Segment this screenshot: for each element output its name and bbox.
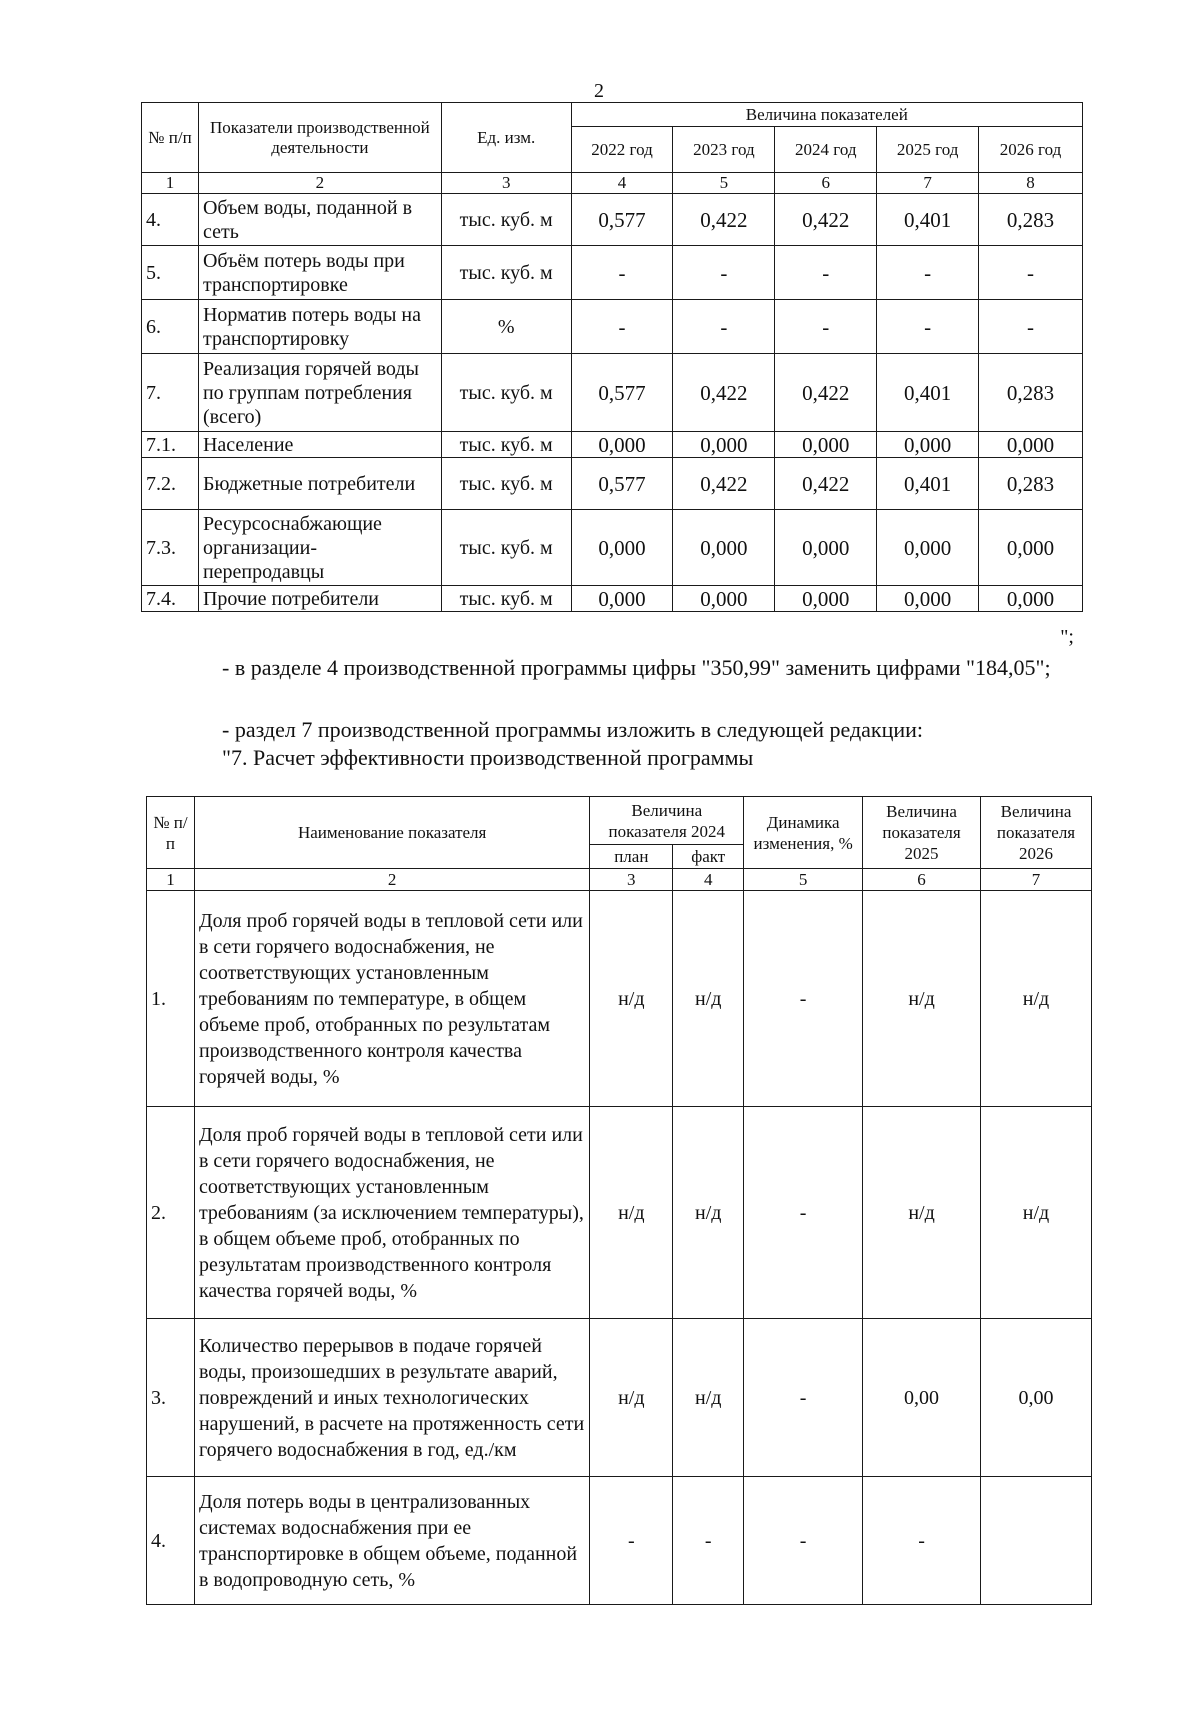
value-cell: 0,422: [775, 458, 877, 510]
header-indicator: Показатели производственной деятельности: [198, 103, 441, 173]
value-cell: -: [877, 300, 979, 354]
row-num: 5.: [142, 246, 199, 300]
header-values-group: Величина показателей: [571, 103, 1082, 127]
header-year: 2025 год: [877, 127, 979, 173]
row-unit: тыс. куб. м: [441, 458, 571, 510]
table-row: [142, 432, 1083, 458]
row-unit: тыс. куб. м: [441, 586, 571, 612]
value-2026-cell: 0,00: [981, 1319, 1092, 1477]
row-num: 7.1.: [142, 432, 199, 458]
table-row: [147, 891, 1092, 1107]
value-cell: 0,422: [775, 194, 877, 246]
efficiency-calculation-table: [146, 796, 1092, 1605]
table-row: [147, 1319, 1092, 1477]
header-unit: Ед. изм.: [441, 103, 571, 173]
value-cell: 0,401: [877, 354, 979, 432]
amendment-paragraph-section7: - раздел 7 производственной программы изложить в следующей редакции:: [222, 717, 924, 742]
value-cell: 0,283: [979, 354, 1083, 432]
header-value-2024: Величина показателя 2024: [590, 797, 744, 845]
row-name: Доля проб горячей воды в тепловой сети или в сети горячего водоснабжения, не соответствующих установленным требованиям по температуре, в общем объеме проб, отобранных по результатам производственного контроля качества горячей воды, %: [194, 891, 589, 1107]
row-name: Ресурсоснабжающие организации-перепродавцы: [198, 510, 441, 586]
value-cell: 0,422: [775, 354, 877, 432]
value-cell: 0,000: [877, 510, 979, 586]
row-num: 4.: [142, 194, 199, 246]
row-num: 7.: [142, 354, 199, 432]
value-cell: 0,000: [775, 510, 877, 586]
row-num: 6.: [142, 300, 199, 354]
row-num: 7.4.: [142, 586, 199, 612]
row-name: Прочие потребители: [198, 586, 441, 612]
table-row: [142, 586, 1083, 612]
column-number: 3: [590, 869, 673, 891]
value-2026-cell: [981, 1477, 1092, 1605]
value-2026-cell: н/д: [981, 1107, 1092, 1319]
plan-cell: н/д: [590, 1107, 673, 1319]
plan-cell: н/д: [590, 891, 673, 1107]
table-closing-quote: ";: [1060, 626, 1074, 648]
column-number: 7: [877, 173, 979, 194]
amendment-paragraph-section4: - в разделе 4 производственной программы цифры "350,99" заменить цифрами "184,05";: [222, 655, 1051, 680]
header-year: 2022 год: [571, 127, 673, 173]
dynamics-cell: -: [744, 1477, 863, 1605]
header-plan: план: [590, 845, 673, 869]
column-number: 2: [194, 869, 589, 891]
value-cell: 0,000: [775, 432, 877, 458]
value-cell: -: [979, 300, 1083, 354]
section-7-title: "7. Расчет эффективности производственной программы: [222, 745, 754, 770]
row-unit: %: [441, 300, 571, 354]
row-num: 1.: [147, 891, 195, 1107]
row-num: 7.3.: [142, 510, 199, 586]
row-name: Доля проб горячей воды в тепловой сети или в сети горячего водоснабжения, не соответствующих установленным требованиям (за исключением температуры), в общем объеме проб, отобранных по результатам производственного контроля качества горячей воды, %: [194, 1107, 589, 1319]
column-number: 3: [441, 173, 571, 194]
row-name: Количество перерывов в подаче горячей воды, произошедших в результате аварий, повреждений и иных технологических нарушений, в расчете на протяженность сети горячего водоснабжения в год, ед./км: [194, 1319, 589, 1477]
value-2025-cell: н/д: [863, 891, 981, 1107]
value-cell: 0,000: [979, 586, 1083, 612]
dynamics-cell: -: [744, 1107, 863, 1319]
value-cell: -: [571, 246, 673, 300]
table-row: [142, 194, 1083, 246]
page-number: 2: [594, 80, 604, 102]
value-2026-cell: н/д: [981, 891, 1092, 1107]
header-name: Наименование показателя: [194, 797, 589, 869]
column-number: 1: [142, 173, 199, 194]
value-cell: 0,000: [571, 586, 673, 612]
row-name: Доля потерь воды в централизованных системах водоснабжения при ее транспортировке в общем объеме, поданной в водопроводную сеть, %: [194, 1477, 589, 1605]
value-cell: 0,401: [877, 458, 979, 510]
table-row: [142, 246, 1083, 300]
column-number: 1: [147, 869, 195, 891]
fact-cell: н/д: [673, 1107, 744, 1319]
fact-cell: н/д: [673, 891, 744, 1107]
value-cell: -: [775, 246, 877, 300]
value-cell: -: [775, 300, 877, 354]
column-number: 5: [744, 869, 863, 891]
table-row: [142, 510, 1083, 586]
column-number: 2: [198, 173, 441, 194]
row-name: Объём потерь воды при транспортировке: [198, 246, 441, 300]
header-num: № п/п: [142, 103, 199, 173]
value-cell: 0,000: [979, 432, 1083, 458]
column-number: 6: [775, 173, 877, 194]
table-row: [142, 458, 1083, 510]
row-unit: тыс. куб. м: [441, 510, 571, 586]
value-cell: 0,000: [979, 510, 1083, 586]
value-cell: 0,000: [877, 432, 979, 458]
dynamics-cell: -: [744, 1319, 863, 1477]
value-cell: -: [877, 246, 979, 300]
header-value-2025: Величина показателя 2025: [863, 797, 981, 869]
plan-cell: -: [590, 1477, 673, 1605]
value-cell: 0,000: [673, 432, 775, 458]
row-num: 7.2.: [142, 458, 199, 510]
table-row: [147, 1477, 1092, 1605]
fact-cell: н/д: [673, 1319, 744, 1477]
column-number: 8: [979, 173, 1083, 194]
row-unit: тыс. куб. м: [441, 194, 571, 246]
value-cell: 0,283: [979, 458, 1083, 510]
header-dynamics: Динамика изменения, %: [744, 797, 863, 869]
value-cell: 0,401: [877, 194, 979, 246]
row-name: Бюджетные потребители: [198, 458, 441, 510]
value-cell: -: [673, 300, 775, 354]
value-cell: -: [979, 246, 1083, 300]
row-unit: тыс. куб. м: [441, 354, 571, 432]
value-2025-cell: 0,00: [863, 1319, 981, 1477]
column-number: 4: [673, 869, 744, 891]
dynamics-cell: -: [744, 891, 863, 1107]
column-number: 5: [673, 173, 775, 194]
value-cell: 0,422: [673, 354, 775, 432]
column-number: 7: [981, 869, 1092, 891]
value-cell: -: [673, 246, 775, 300]
value-cell: 0,000: [775, 586, 877, 612]
value-cell: 0,577: [571, 458, 673, 510]
header-fact: факт: [673, 845, 744, 869]
header-year: 2026 год: [979, 127, 1083, 173]
value-cell: 0,577: [571, 194, 673, 246]
value-cell: 0,422: [673, 194, 775, 246]
value-2025-cell: н/д: [863, 1107, 981, 1319]
value-cell: 0,577: [571, 354, 673, 432]
table-row: [147, 1107, 1092, 1319]
production-indicators-table: [141, 102, 1083, 612]
row-unit: тыс. куб. м: [441, 432, 571, 458]
row-unit: тыс. куб. м: [441, 246, 571, 300]
value-cell: 0,283: [979, 194, 1083, 246]
value-cell: 0,000: [673, 586, 775, 612]
value-cell: 0,000: [877, 586, 979, 612]
value-cell: -: [571, 300, 673, 354]
table-row: [142, 300, 1083, 354]
header-value-2026: Величина показателя 2026: [981, 797, 1092, 869]
value-cell: 0,000: [673, 510, 775, 586]
row-name: Объем воды, поданной в сеть: [198, 194, 441, 246]
plan-cell: н/д: [590, 1319, 673, 1477]
header-year: 2024 год: [775, 127, 877, 173]
row-name: Население: [198, 432, 441, 458]
row-name: Реализация горячей воды по группам потребления (всего): [198, 354, 441, 432]
row-name: Норматив потерь воды на транспортировку: [198, 300, 441, 354]
row-num: 4.: [147, 1477, 195, 1605]
value-cell: 0,000: [571, 510, 673, 586]
column-number: 6: [863, 869, 981, 891]
value-2025-cell: -: [863, 1477, 981, 1605]
value-cell: 0,422: [673, 458, 775, 510]
column-number: 4: [571, 173, 673, 194]
table-row: [142, 354, 1083, 432]
header-num: № п/п: [147, 797, 195, 869]
header-year: 2023 год: [673, 127, 775, 173]
row-num: 2.: [147, 1107, 195, 1319]
value-cell: 0,000: [571, 432, 673, 458]
row-num: 3.: [147, 1319, 195, 1477]
fact-cell: -: [673, 1477, 744, 1605]
